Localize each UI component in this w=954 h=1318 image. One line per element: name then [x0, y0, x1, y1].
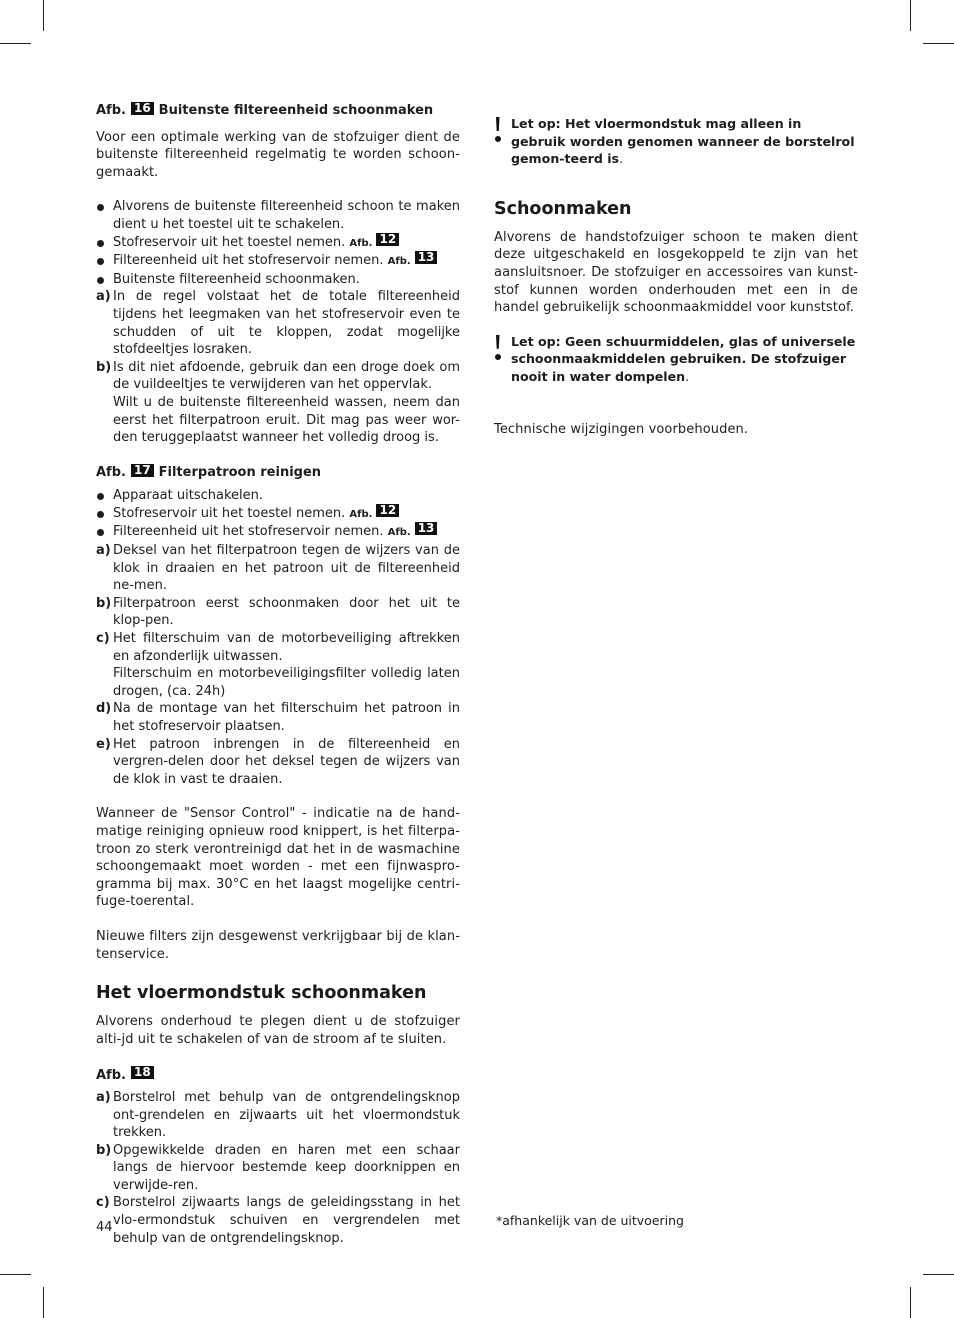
- section-heading-floor-nozzle: Het vloermondstuk schoonmaken: [96, 983, 427, 1004]
- intro-paragraph: Voor een optimale werking van de stofzuiger dient de buitenste filtereenheid regelmatig te worden schoon-gemaakt.: [96, 129, 460, 180]
- bullet-icon: [97, 511, 104, 518]
- steps-list: [96, 1089, 460, 1247]
- list-item: b) Filterpatroon eerst schoonmaken door het uit te klop-pen.: [96, 595, 460, 629]
- list-item: b) Opgewikkelde draden en haren met een schaar langs de hiervoor bestemde keep doorknippen en verwijde-ren.: [96, 1142, 460, 1193]
- crop-mark: [43, 1287, 44, 1318]
- figure-reference: Afb. 12: [349, 509, 399, 520]
- right-column: [494, 115, 858, 438]
- section-heading-outer-filter: [96, 102, 460, 120]
- list-item: a) Borstelrol met behulp van de ontgrendelingsknop ont-grendelen en zijwaarts uit het vloermondstuk trekken.: [96, 1089, 460, 1141]
- afb-label: Afb.: [96, 103, 126, 118]
- section-title: Buitenste filtereenheid schoonmaken: [158, 103, 434, 118]
- sensor-control-paragraph: Wanneer de "Sensor Control" - indicatie na de hand-matige reiniging opnieuw rood knippert, is het filterpa-troon zo sterk verontreinigd dat het in de wasmachine schoongemaakt moet worden - met een fijnwaspro-gramma bij max. 30°C en het laagst mogelijke centri-fuge-toerental.: [96, 806, 460, 910]
- warning-icon: [494, 333, 502, 363]
- afb-label: Afb.: [96, 1068, 126, 1084]
- intro-paragraph: Alvorens onderhoud te plegen dient u de stofzuiger alti-jd uit te schakelen of van de stroom af te sluiten.: [96, 1014, 460, 1047]
- figure-number: 17: [131, 464, 154, 477]
- bullet-list: [96, 198, 460, 446]
- list-item: c) Het filterschuim van de motorbeveiliging aftrekken en afzonderlijk uitwassen. Filterschuim en motorbeveiligingsfilter volledig laten drogen, (ca. 24h): [96, 631, 460, 699]
- list-item: b) Is dit niet afdoende, gebruik dan een droge doek om de vuildeeltjes te verwijderen van het oppervlak. Wilt u de buitenste filtereenheid wassen, neem dan eerst het filterpatroon eruit. Dit mag pas weer wor-den teruggeplaatst wanneer het volledig droog is.: [96, 359, 460, 446]
- figure-reference: Afb. 13: [388, 256, 438, 267]
- list-item: Stofreservoir uit het toestel nemen. Afb. 12: [96, 505, 460, 524]
- bullet-icon: [97, 204, 104, 211]
- figure-reference: Afb. 13: [388, 527, 438, 538]
- crop-mark: [923, 1274, 954, 1275]
- figure-number: 18: [131, 1066, 154, 1079]
- crop-mark: [43, 0, 44, 31]
- list-item: Buitenste filtereenheid schoonmaken.: [96, 271, 460, 289]
- warning-icon: [494, 115, 502, 145]
- cleaning-paragraph: Alvorens de handstofzuiger schoon te maken dient deze uitgeschakeld en losgekoppeld te zijn van het aansluitsnoer. De stofzuiger en accessoires van kunst-stof kunnen worden onderhouden met een in de handel gebruikelijk schoonmaakmiddel voor kunststof.: [494, 229, 858, 316]
- filters-paragraph: Nieuwe filters zijn desgewenst verkrijgbaar bij de klan-tenservice.: [96, 928, 460, 962]
- list-item: Apparaat uitschakelen.: [96, 487, 460, 505]
- list-item: e) Het patroon inbrengen in de filtereenheid en vergren-delen door het deksel tegen de wijzers van de klok in vast te draaien.: [96, 736, 460, 787]
- bullet-icon: [97, 258, 104, 265]
- footnote: *afhankelijk van de uitvoering: [496, 1213, 684, 1228]
- figure-reference: Afb. 12: [349, 238, 399, 249]
- list-item: Alvorens de buitenste filtereenheid schoon te maken dient u het toestel uit te schakelen.: [96, 198, 460, 233]
- list-item: c) Borstelrol zijwaarts langs de geleidingsstang in het vlo-ermondstuk schuiven en vergrendelen met behulp van de ontgrendelingsknop.: [96, 1195, 460, 1246]
- crop-mark: [0, 1274, 31, 1275]
- bullet-icon: [97, 240, 104, 247]
- crop-mark: [923, 43, 954, 44]
- crop-mark: [0, 43, 31, 44]
- list-item: a) In de regel volstaat het de totale filtereenheid tijdens het leegmaken van het stofreservoir even te schudden of uit te kloppen, zodat mogelijke stofdeeltjes losraken.: [96, 289, 460, 358]
- figure-number: 16: [131, 102, 154, 115]
- section-heading-cleaning: Schoonmaken: [494, 198, 632, 219]
- bullet-list: [96, 487, 460, 788]
- list-item: Stofreservoir uit het toestel nemen. Afb. 12: [96, 234, 460, 253]
- list-item: d) Na de montage van het filterschuim het patroon in het stofreservoir plaatsen.: [96, 701, 460, 734]
- figure-heading: [96, 1065, 460, 1083]
- list-item: Filtereenheid uit het stofreservoir nemen. Afb. 13: [96, 252, 460, 271]
- afb-label: Afb.: [96, 464, 126, 480]
- warning-note: Let op: Geen schuurmiddelen, glas of universele schoonmaakmiddelen gebruiken. De stofzuiger nooit in water dompelen.: [494, 333, 858, 386]
- warning-note: Let op: Het vloermondstuk mag alleen in gebruik worden genomen wanneer de borstelrol gemon-teerd is.: [494, 115, 858, 168]
- bullet-icon: [97, 493, 104, 500]
- section-heading-filter-cartridge: [96, 464, 460, 482]
- crop-mark: [910, 1287, 911, 1318]
- page-number: 44: [96, 1220, 113, 1235]
- bullet-icon: [97, 529, 104, 536]
- crop-mark: [910, 0, 911, 31]
- list-item: a) Deksel van het filterpatroon tegen de wijzers van de klok in draaien en het patroon uit de filtereenheid ne-men.: [96, 543, 460, 594]
- bullet-icon: [97, 277, 104, 284]
- technical-note: Technische wijzigingen voorbehouden.: [494, 421, 749, 437]
- left-column: [96, 100, 460, 1247]
- list-item: Filtereenheid uit het stofreservoir nemen. Afb. 13: [96, 523, 460, 542]
- section-title: Filterpatroon reinigen: [158, 464, 322, 480]
